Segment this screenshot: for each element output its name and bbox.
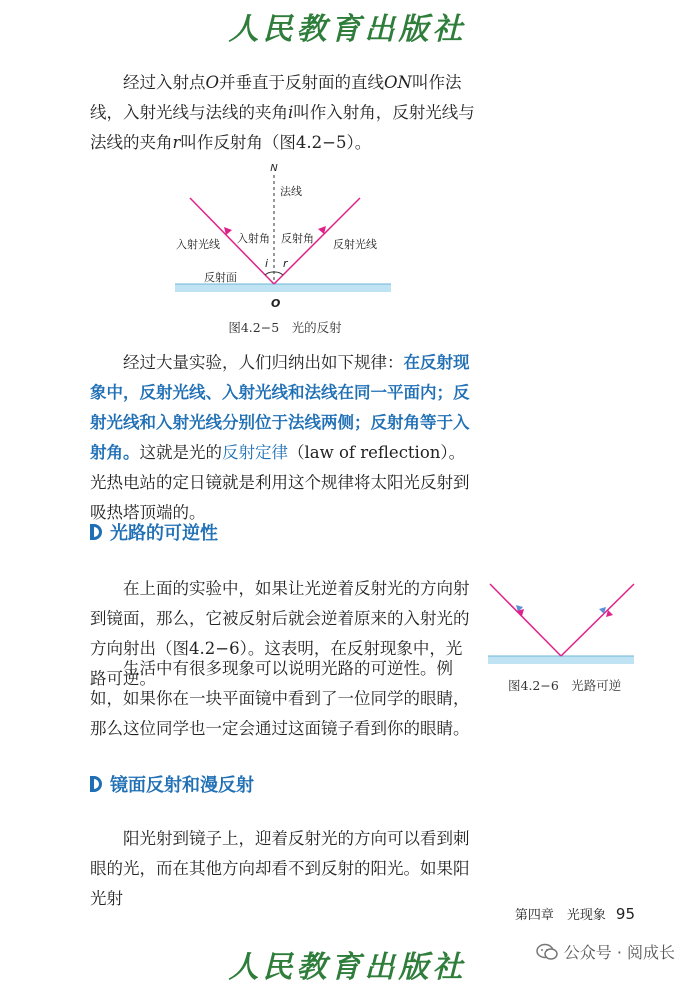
text: ON	[384, 73, 412, 92]
paragraph-reversibility-example: 生活中有很多现象可以说明光路的可逆性。例如，如果你在一块平面镜中看到了一位同学的眼睛，那么这位同学也一定会通过这面镜子看到你的眼睛。	[90, 659, 470, 738]
text: O	[205, 73, 220, 92]
text: 并垂直于反射面的直线	[219, 73, 385, 92]
page-number: 95	[615, 905, 635, 923]
label-reflection-angle: 反射角	[281, 232, 314, 245]
section-heading-reversibility	[90, 518, 218, 546]
text: 叫作反射角（图4.2−5）。	[180, 133, 372, 152]
section-marker-icon	[90, 776, 102, 792]
mirror-surface	[175, 284, 391, 292]
angle-r-arc	[274, 272, 283, 275]
text: 叫作入射角，反射光线与法线的夹角	[90, 103, 475, 152]
text: 经过入射点	[123, 73, 206, 92]
paragraph-normal-definition	[90, 68, 476, 158]
section-title: 光路的可逆性	[110, 523, 218, 544]
paragraph-law-of-reflection	[90, 348, 476, 528]
label-normal: 法线	[280, 185, 302, 198]
label-incident-angle: 入射角	[237, 232, 270, 245]
watermark-text: 公众号 · 阅成长	[563, 943, 675, 962]
chapter-label: 第四章 光现象	[514, 908, 606, 923]
label-surface: 反射面	[204, 271, 237, 284]
label-O: O	[271, 297, 281, 310]
ray-right	[561, 584, 634, 656]
figure-caption: 图4.2−6 光路可逆	[508, 678, 622, 693]
label-i: i	[265, 257, 269, 270]
mirror-surface	[488, 656, 634, 664]
reflection-diagram	[160, 160, 410, 340]
angle-i-arc	[265, 272, 274, 275]
section-title: 镜面反射和漫反射	[110, 775, 254, 796]
publisher-logo-bottom: 人民教育出版社	[228, 950, 467, 985]
section-marker-icon	[90, 524, 102, 540]
highlighted-law: 在反射现象中，反射光线、入射光线和法线在同一平面内；反射光线和入射光线分别位于法线两侧；反射角等于入射角。	[90, 353, 470, 462]
label-incident-ray: 入射光线	[176, 238, 220, 251]
figure-caption: 图4.2−5 光的反射	[228, 320, 342, 335]
label-r: r	[283, 257, 288, 270]
text: r	[172, 133, 181, 152]
text: 叫作法线，入射光线与法线的夹角	[90, 73, 462, 122]
text: 经过大量实验，人们归纳出如下规律：	[123, 353, 404, 372]
label-N: N	[270, 163, 278, 174]
publisher-logo-top: 人民教育出版社	[228, 12, 467, 47]
section-heading-specular-diffuse	[90, 770, 254, 798]
page-footer	[515, 904, 635, 923]
paragraph-mirror-reflection: 阳光射到镜子上，迎着反射光的方向可以看到刺眼的光，而在其他方向却看不到反射的阳光。如果阳光射	[90, 829, 470, 908]
text: （law of reflection）。光热电站的定日镜就是利用这个规律将太阳光反射到吸热塔顶端的。	[90, 443, 470, 522]
paragraph-reversibility: 在上面的实验中，如果让光逆着反射光的方向射到镜面，那么，它被反射后就会逆着原来的入射光的方向射出（图4.2−6）。这表明，在反射现象中，光路可逆。	[90, 579, 470, 688]
reversibility-diagram	[486, 580, 636, 670]
ray-left	[490, 584, 561, 656]
text: 这就是光的	[139, 443, 222, 462]
label-reflected-ray: 反射光线	[333, 238, 377, 251]
term-law-of-reflection: 反射定律	[222, 443, 288, 462]
text: i	[288, 103, 294, 122]
